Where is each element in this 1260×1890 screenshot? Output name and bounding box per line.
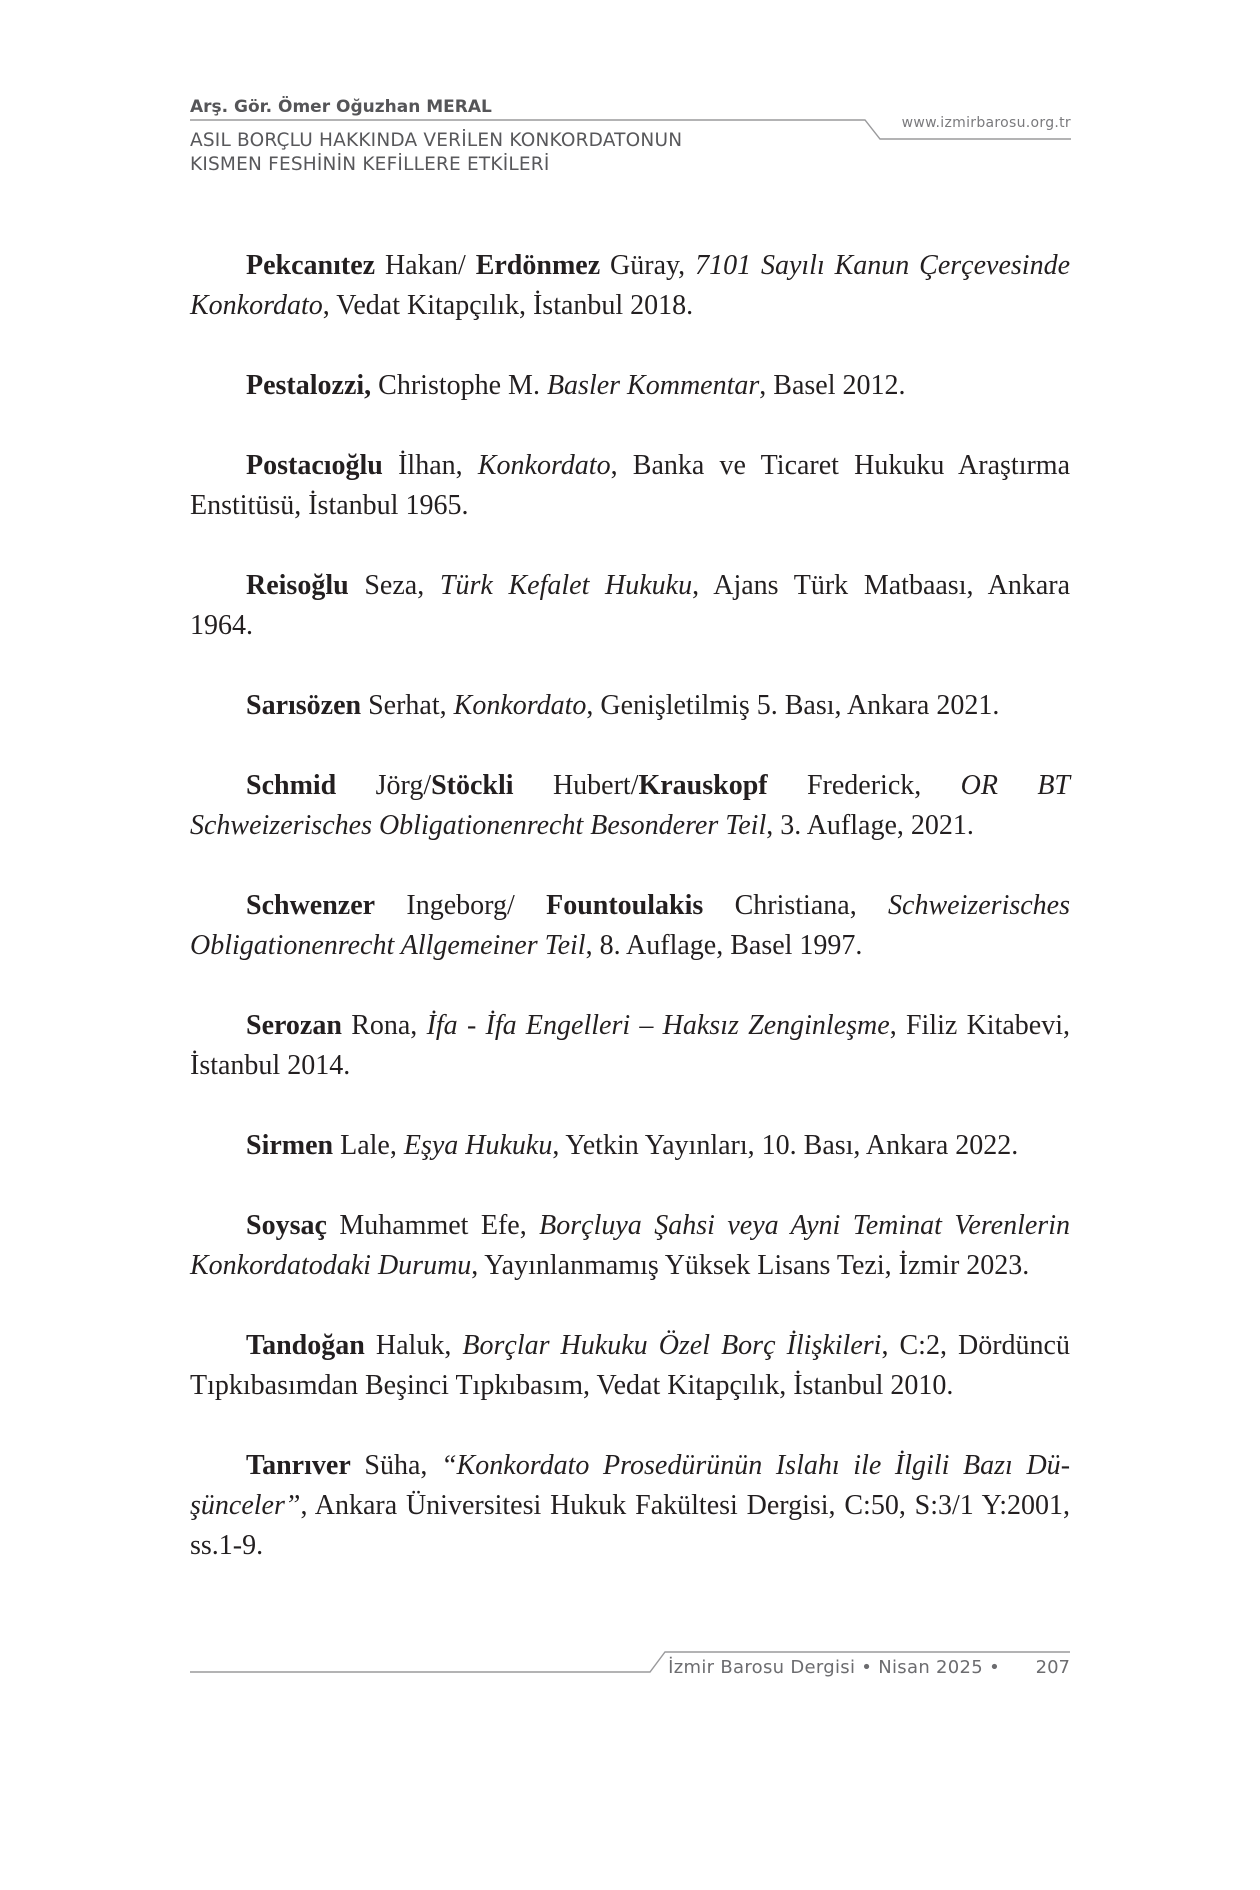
work-title: Basler Kommentar [546, 370, 760, 401]
reference-entry [190, 366, 1070, 406]
reference-entry [190, 1126, 1070, 1166]
reference-text: , Vedat Kitapçılık, İstanbul 2018. [322, 290, 694, 321]
running-header-title-line-1: ASIL BORÇLU HAKKINDA VERİLEN KONKORDATONUN [190, 130, 683, 151]
reference-entry [190, 766, 1070, 846]
reference-entry [190, 1446, 1070, 1566]
page-number: 207 [1035, 1657, 1070, 1678]
author-surname: Tanrıver [246, 1450, 351, 1481]
reference-text: Hakan/ [375, 250, 476, 281]
author-surname: Pestalozzi, [246, 370, 372, 401]
reference-entry [190, 686, 1070, 726]
work-title: Konkordato [453, 690, 587, 721]
author-surname: Postacıoğlu [246, 450, 383, 481]
reference-text: Muhammet Efe, [326, 1210, 540, 1241]
author-surname: Serozan [246, 1010, 342, 1041]
reference-text: , 8. Auflage, Basel 1997. [585, 930, 863, 961]
reference-text: Haluk, [364, 1330, 463, 1361]
reference-text: Frederick, [767, 770, 961, 801]
website-url: www.izmirbarosu.org.tr [901, 115, 1071, 131]
author-surname: Krauskopf [638, 770, 768, 801]
author-surname: Erdönmez [475, 250, 601, 281]
reference-text: , Ajans Türk Matbaası, Ankara 1964. [190, 570, 1071, 641]
reference-entry [190, 566, 1070, 646]
reference-text: , Yetkin Yayınları, 10. Bası, Ankara 2022. [552, 1130, 1019, 1161]
reference-text: , Genişletilmiş 5. Bası, Ankara 2021. [586, 690, 1000, 721]
author-surname: Fountoulakis [546, 890, 704, 921]
author-surname: Pekcanıtez [246, 250, 376, 281]
reference-text: Jörg/ [336, 770, 432, 801]
reference-text: Serhat, [361, 690, 454, 721]
work-title: 7101 Sayılı Kanun Çerçevesinde Konkordato [190, 250, 1070, 321]
reference-entry [190, 886, 1070, 966]
work-title: Borçlar Hukuku Özel Borç İlişkileri [462, 1330, 882, 1361]
reference-text: Christophe M. [371, 370, 547, 401]
reference-text: , Yayınlanmamış Yüksek Lisans Tezi, İzmir 2023. [471, 1250, 1030, 1281]
footer-journal-info: İzmir Barosu Dergisi • Nisan 2025 • [668, 1657, 1000, 1678]
reference-text: , 3. Auflage, 2021. [766, 810, 974, 841]
reference-text: Ingeborg/ [375, 890, 547, 921]
reference-entry [190, 1326, 1070, 1406]
author-surname: Reisoğlu [246, 570, 349, 601]
reference-text: Süha, [350, 1450, 442, 1481]
author-surname: Sarısözen [246, 690, 362, 721]
reference-text: , Filiz Kitabevi, İstanbul 2014. [190, 1010, 1070, 1081]
reference-text: Christiana, [703, 890, 889, 921]
work-title: OR BT Schweizerisches Obligationenrecht Besonderer Teil [190, 770, 1070, 841]
reference-entry [190, 446, 1070, 526]
running-header-author: Arş. Gör. Ömer Oğuzhan MERAL [190, 97, 492, 117]
author-surname: Stöckli [431, 770, 514, 801]
work-title: Konkordato [477, 450, 611, 481]
reference-text: Hubert/ [513, 770, 639, 801]
reference-text: , Banka ve Ticaret Hukuku Araştırma Enstitüsü, İstanbul 1965. [190, 450, 1071, 521]
work-title: Eşya Hukuku [403, 1130, 553, 1161]
reference-text: , C:2, Dördüncü Tıpkıbasımdan Beşinci Tıpkıbasım, Vedat Kitapçılık, İstanbul 2010. [190, 1330, 1070, 1401]
author-surname: Schwenzer [246, 890, 376, 921]
reference-text: , Ankara Üniversitesi Hukuk Fakültesi Dergisi, C:50, S:3/1 Y:2001, ss.1-9. [190, 1490, 1070, 1561]
bibliography-list [190, 246, 1070, 1606]
running-header-title-line-2: KISMEN FESHİNİN KEFİLLERE ETKİLERİ [190, 154, 550, 175]
reference-text: İlhan, [382, 450, 478, 481]
reference-text: Lale, [333, 1130, 404, 1161]
work-title: Türk Kefalet Hukuku [439, 570, 693, 601]
reference-text: , Basel 2012. [759, 370, 906, 401]
reference-entry [190, 1006, 1070, 1086]
work-title: Schweizerisches Obligationenrecht Allgemeiner Teil [190, 890, 1070, 961]
reference-entry [190, 246, 1070, 326]
reference-text: Rona, [341, 1010, 427, 1041]
work-title: İfa - İfa Engelleri – Haksız Zenginleşme [426, 1010, 890, 1041]
author-surname: Tandoğan [246, 1330, 365, 1361]
running-header-title [190, 129, 682, 177]
reference-entry [190, 1206, 1070, 1286]
reference-text: Güray, [600, 250, 696, 281]
author-surname: Schmid [246, 770, 337, 801]
work-title: Borçluya Şahsi veya Ayni Teminat Verenlerin Konkordatodaki Durumu [190, 1210, 1070, 1281]
author-surname: Soysaç [246, 1210, 327, 1241]
reference-text: Seza, [348, 570, 440, 601]
work-title: “Konkordato Prosedürünün Islahı ile İlgili Bazı Düşünceler” [190, 1450, 1071, 1521]
author-surname: Sirmen [246, 1130, 334, 1161]
